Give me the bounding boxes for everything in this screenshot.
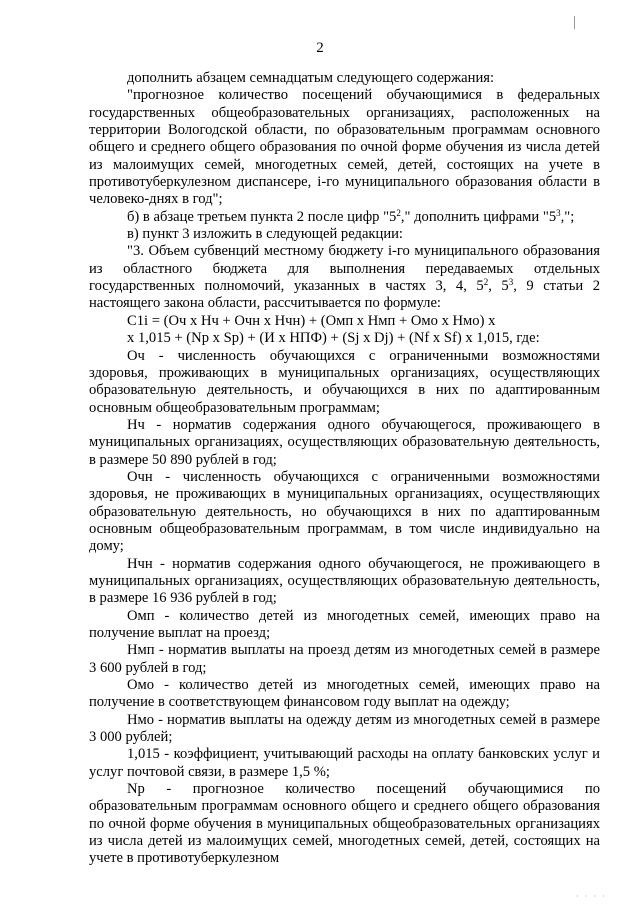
section-3-text-a: "3. Объем субвенций местному бюджету i-го муниципального образования из областного бюджета для выполнения передаваемых отдельных государственных полномочий, указанных в частях 3, 4, 5 bbox=[89, 243, 600, 295]
paragraph-section-3 bbox=[89, 243, 600, 312]
definition-ochn: Очн - численность обучающихся с ограниченными возможностями здоровья, не проживающих в муниципальных организациях, осуществляющих образовательную деятельность, но обучающихся в них по адаптированным основным общеобразовательным программам, в том числе индивидуально на дому; bbox=[89, 468, 600, 555]
section-3-superscript-1: 2 bbox=[483, 277, 489, 288]
section-3-superscript-2: 3 bbox=[508, 277, 514, 288]
definition-np: Np - прогнозное количество посещений обучающимися по образовательным программам основного общего и среднего общего образования по очной форме обучения в муниципальных общеобразовательных организациях из числа детей из малоимущих семей, многодетных семей, детей, состоящих на учете в противотуберкулезном bbox=[89, 781, 600, 867]
definition-omp: Омп - количество детей из многодетных семей, имеющих право на получение выплат на проезд; bbox=[89, 607, 600, 641]
page-number: 2 bbox=[316, 40, 324, 56]
section-3-text-b: , 5 bbox=[488, 278, 509, 295]
definition-nchn: Нчн - норматив содержания одного обучающегося, не проживающего в муниципальных организациях, осуществляющих образовательную деятельность, в размере 16 936 рублей в год; bbox=[89, 555, 600, 607]
formula-line-1: C1i = (Оч х Нч + Очн х Нчн) + (Омп х Нмп + Омо х Нмо) х bbox=[127, 312, 496, 329]
paragraph-intro: дополнить абзацем семнадцатым следующего содержания: bbox=[127, 70, 495, 86]
paragraph-item-v: в) пункт 3 изложить в следующей редакции: bbox=[127, 226, 403, 243]
definition-nmp: Нмп - норматив выплаты на проезд детям из многодетных семей в размере 3 600 рублей в год; bbox=[89, 642, 600, 676]
definition-nch: Нч - норматив содержания одного обучающегося, проживающего в муниципальных организациях, осуществляющих образовательную деятельность, в размере 50 890 рублей в год; bbox=[89, 416, 600, 468]
scan-dots: · · · · bbox=[576, 892, 607, 901]
item-b-superscript-2: 3 bbox=[556, 207, 561, 218]
definition-nmo: Нмо - норматив выплаты на одежду детям из многодетных семей в размере 3 000 рублей; bbox=[89, 711, 600, 746]
scan-mark bbox=[574, 16, 578, 29]
item-b-superscript-1: 2 bbox=[396, 207, 401, 218]
definition-omo: Омо - количество детей из многодетных семей, имеющих право на получение в соответствующем финансовом году выплат на одежду; bbox=[89, 677, 600, 711]
item-b-text-c: ,"; bbox=[560, 208, 575, 225]
definition-coefficient: 1,015 - коэффициент, учитывающий расходы на оплату банковских услуг и услуг почтовой связи, в размере 1,5 %; bbox=[89, 746, 600, 780]
paragraph-item-b bbox=[89, 209, 600, 226]
item-b-text-a: б) в абзаце третьем пункта 2 после цифр "5 bbox=[127, 208, 397, 225]
item-b-text-b: ," дополнить цифрами "5 bbox=[400, 208, 557, 225]
formula-line-2: х 1,015 + (Np x Sp) + (И х НПФ) + (Sj x Dj) + (Nf x Sf) х 1,015, где: bbox=[127, 330, 540, 347]
document-body bbox=[89, 70, 600, 868]
paragraph-quoted-addition: "прогнозное количество посещений обучающимися в федеральных государственных общеобразовательных организациях, расположенных на территории Вологодской области, по образовательным программам основного общего и среднего общего образования по очной форме обучения из числа детей из малоимущих семей, многодетных семей, детей, состоящих на учете в противотуберкулезном диспансере, i-го муниципального образования области в человеко-днях в год"; bbox=[89, 87, 600, 208]
definition-och: Оч - численность обучающихся с ограниченными возможностями здоровья, проживающих в муниципальных организациях, осуществляющих образовательную деятельность, и обучающихся в них по адаптированным основным общеобразовательным программам; bbox=[89, 347, 600, 416]
section-3-text-c: , 9 статьи 2 настоящего закона области, рассчитывается по формуле: bbox=[89, 278, 601, 312]
